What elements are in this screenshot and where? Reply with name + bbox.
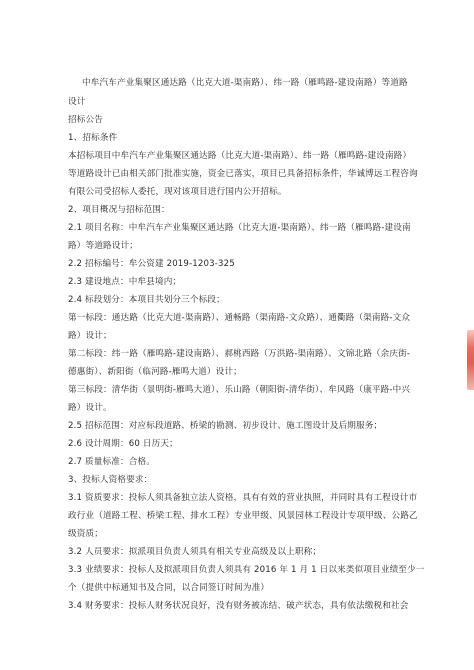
body-line: 个（提供中标通知书及合同，以合同签订时间为准） [68,583,270,593]
body-line: 3.3 业绩要求：投标人及拟派项目负责人须具有 2016 年 1 月 1 日以来类似项目业绩至少一 [68,565,425,575]
body-line: 3、投标人资格要求： [68,475,153,485]
body-line: 路）设计。 [68,403,112,413]
body-line: 2.3 建设地点：中牟县境内； [68,277,182,287]
body-line: 2.2 招标编号：牟公资建 2019-1203-325 [68,259,235,269]
body-line: 3.2 人员要求：拟派项目负责人须具有相关专业高级及以上职称； [68,547,322,557]
announcement-heading: 招标公告 [68,115,103,125]
body-line: 路）设计； [68,331,112,341]
body-line: 3.4 财务要求：投标人财务状况良好，没有财务被冻结、破产状态，具有依法缴税和社会 [68,601,409,611]
document-title-line-1: 中牟汽车产业集聚区通达路（比克大道-渠南路）、纬一路（雁鸣路-建设南路）等道路 [82,78,408,88]
body-line: 2、项目概况与招标范围： [68,205,170,215]
body-line: 2.4 标段划分：本项目共划分三个标段； [68,295,225,305]
body-line: 有限公司受招标人委托，现对该项目进行国内公开招标。 [68,187,287,197]
document-title-line-2: 设计 [68,97,86,107]
body-line: 2.1 项目名称：中牟汽车产业集聚区通达路（比克大道-渠南路）、纬一路（雁鸣路-建设南 [68,223,411,233]
body-line: 1、招标条件 [68,133,118,143]
body-line: 2.5 招标范围：对应标段道路、桥梁的勘测、初步设计、施工图设计及后期服务； [68,421,383,431]
body-line: 第一标段：通达路（比克大道-渠南路）、通畅路（渠南路-文众路）、通衢路（渠南路-文众 [68,313,411,323]
body-line: 本招标项目中牟汽车产业集聚区通达路（比克大道-渠南路）、纬一路（雁鸣路-建设南路） [68,151,412,161]
body-line: 级资质； [68,529,103,539]
body-line: 2.6 设计周期：60 日历天； [68,439,178,449]
body-line: 等道路设计已由相关部门批准实施，资金已落实，项目已具备招标条件，华诚博远工程咨询 [68,169,418,179]
body-line: 2.7 质量标准：合格。 [68,457,155,467]
body-line: 第二标段：纬一路（雁鸣路-建设南路）、郝桃西路（万洪路-渠南路）、文锦北路（余庆街- [68,349,411,359]
body-line: 3.1 资质要求：投标人须具备独立法人资格，具有有效的营业执照，并同时具有工程设计市 [68,493,418,503]
seal-stamp-edge [467,330,474,390]
body-line: 路）等道路设计； [68,241,138,251]
body-line: 政行业（道路工程、桥梁工程、排水工程）专业甲级、风景园林工程设计专项甲级、公路乙 [68,511,418,521]
body-line: 德惠街）、新阳街（临河路-雁鸣大道）设计； [68,367,242,377]
body-line: 第三标段：清华街（景明街-雁鸣大道）、乐山路（朝阳街-清华街）、牟风路（康平路-中兴 [68,385,411,395]
